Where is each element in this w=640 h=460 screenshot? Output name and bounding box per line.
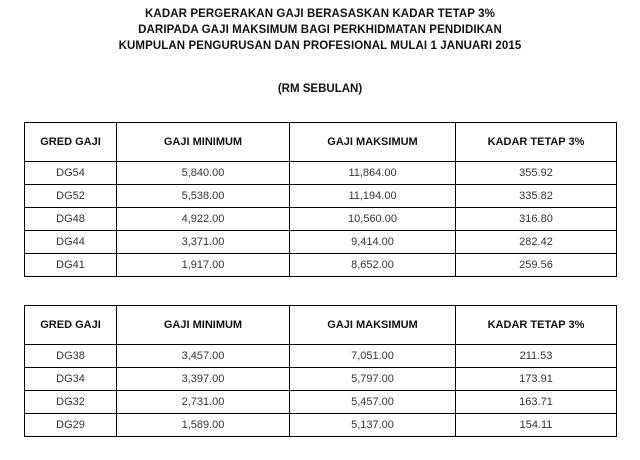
cell-grade: DG32 [25, 391, 117, 414]
cell-maximum: 10,560.00 [290, 208, 456, 231]
cell-minimum: 3,457.00 [117, 345, 290, 368]
cell-grade: DG52 [25, 185, 117, 208]
header-grade: GRED GAJI [25, 306, 117, 345]
header-minimum-salary: GAJI MINIMUM [117, 123, 290, 162]
cell-rate: 316.80 [456, 208, 617, 231]
cell-minimum: 5,538.00 [117, 185, 290, 208]
cell-grade: DG34 [25, 368, 117, 391]
header-grade: GRED GAJI [25, 123, 117, 162]
title-line-3: KUMPULAN PENGURUSAN DAN PROFESIONAL MULAI 1 JANUARI 2015 [118, 40, 522, 52]
header-fixed-rate: KADAR TETAP 3% [456, 306, 617, 345]
cell-rate: 335.82 [456, 185, 617, 208]
cell-maximum: 5,797.00 [290, 368, 456, 391]
cell-maximum: 9,414.00 [290, 231, 456, 254]
table-row [25, 345, 617, 368]
header-minimum-salary: GAJI MINIMUM [117, 306, 290, 345]
header-fixed-rate: KADAR TETAP 3% [456, 123, 617, 162]
cell-grade: DG48 [25, 208, 117, 231]
cell-minimum: 3,397.00 [117, 368, 290, 391]
table-row [25, 185, 617, 208]
cell-maximum: 7,051.00 [290, 345, 456, 368]
table-row [25, 368, 617, 391]
salary-table-lower-grades [24, 305, 617, 437]
table-row [25, 254, 617, 277]
cell-grade: DG44 [25, 231, 117, 254]
document-title [0, 6, 640, 54]
cell-rate: 259.56 [456, 254, 617, 277]
cell-minimum: 2,731.00 [117, 391, 290, 414]
cell-minimum: 1,589.00 [117, 414, 290, 437]
cell-rate: 173.91 [456, 368, 617, 391]
title-line-1: KADAR PERGERAKAN GAJI BERASASKAN KADAR TETAP 3% [145, 8, 495, 20]
cell-maximum: 5,457.00 [290, 391, 456, 414]
table-row [25, 391, 617, 414]
cell-minimum: 1,917.00 [117, 254, 290, 277]
cell-rate: 163.71 [456, 391, 617, 414]
unit-label: (RM SEBULAN) [277, 83, 363, 95]
cell-minimum: 4,922.00 [117, 208, 290, 231]
header-maximum-salary: GAJI MAKSIMUM [290, 306, 456, 345]
title-line-2: DARIPADA GAJI MAKSIMUM BAGI PERKHIDMATAN PENDIDIKAN [138, 24, 502, 36]
table-row [25, 162, 617, 185]
cell-minimum: 5,840.00 [117, 162, 290, 185]
cell-grade: DG29 [25, 414, 117, 437]
table-header-row [25, 306, 617, 345]
cell-maximum: 5,137.00 [290, 414, 456, 437]
cell-grade: DG41 [25, 254, 117, 277]
cell-maximum: 11,194.00 [290, 185, 456, 208]
cell-maximum: 11,864.00 [290, 162, 456, 185]
cell-grade: DG38 [25, 345, 117, 368]
table-row [25, 414, 617, 437]
table-header-row [25, 123, 617, 162]
cell-rate: 154.11 [456, 414, 617, 437]
header-maximum-salary: GAJI MAKSIMUM [290, 123, 456, 162]
cell-minimum: 3,371.00 [117, 231, 290, 254]
table-row [25, 231, 617, 254]
cell-rate: 211.53 [456, 345, 617, 368]
cell-rate: 282.42 [456, 231, 617, 254]
salary-table-upper-grades [24, 122, 617, 277]
cell-grade: DG54 [25, 162, 117, 185]
cell-maximum: 8,652.00 [290, 254, 456, 277]
table-row [25, 208, 617, 231]
cell-rate: 355.92 [456, 162, 617, 185]
